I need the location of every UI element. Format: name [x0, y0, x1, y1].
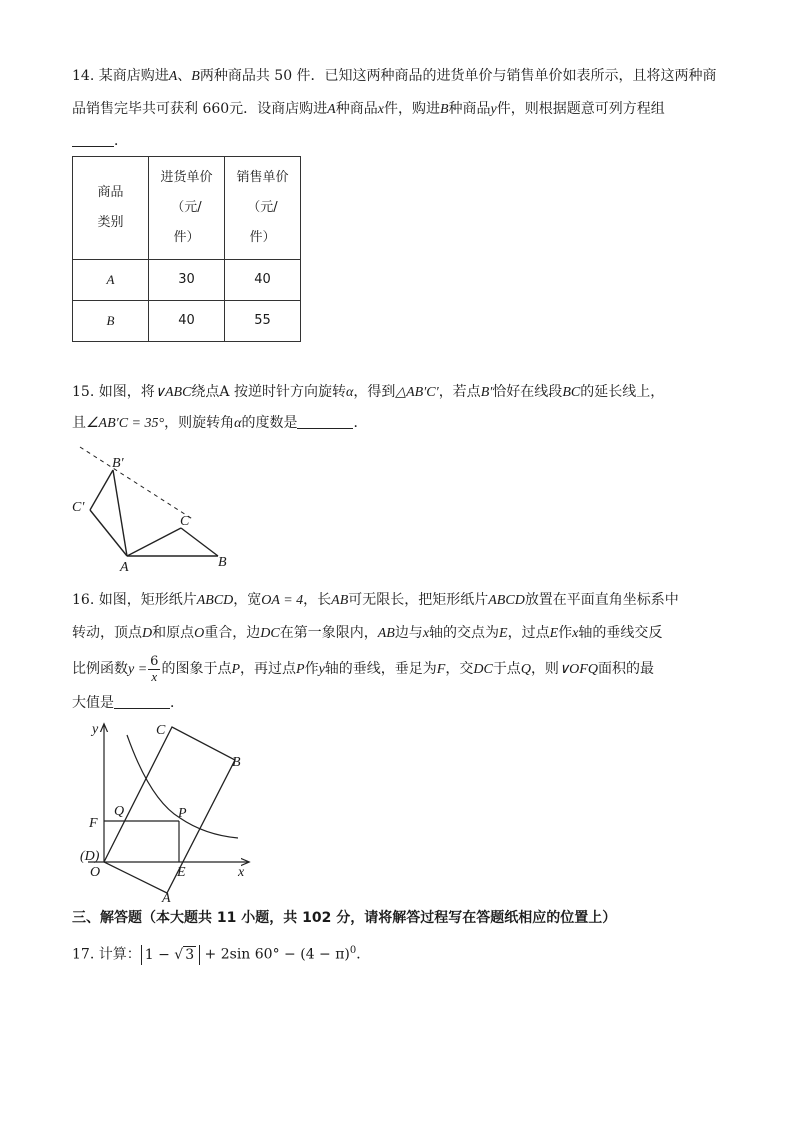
- table-cell: 40: [149, 301, 225, 342]
- label-c-prime: C′: [72, 500, 85, 515]
- q14-answer-line: ．: [72, 131, 128, 151]
- label-b: B: [218, 555, 227, 570]
- table-cell: 40: [225, 260, 301, 301]
- table-header-cell: 商品 类别: [73, 157, 149, 260]
- table-cell: 55: [225, 301, 301, 342]
- fraction-6-over-x: $\frac{6}{x}$: [150, 653, 159, 684]
- q15-line-2: 且∠AB′C = 35°，则旋转角α的度数是 ．: [72, 415, 368, 431]
- q14-line-2: 品销售完毕共可获利 660元．设商店购进A种商品x件，购进B种商品y件，则根据题意可列方程组: [72, 101, 665, 117]
- table-cell: B: [73, 301, 149, 342]
- label-b: B: [232, 755, 241, 770]
- table-header-cell: 销售单价 （元/ 件）: [225, 157, 301, 260]
- q15-line-1: 15. 如图，将∨ABC绕点A 按逆时针方向旋转α，得到△AB′C′，若点B′恰好在线段BC的延长线上，: [72, 384, 665, 400]
- table-cell: A: [73, 260, 149, 301]
- section-title: 三、解答题（本大题共 11 小题，共 102 分，请将解答过程写在答题纸相应的位置上）: [72, 910, 617, 926]
- absolute-value: 1 − √ 3: [141, 945, 200, 965]
- q16-line-2: 转动，顶点D和原点O重合，边DC在第一象限内，AB边与x轴的交点为E，过点E作x轴的垂线交反: [72, 625, 663, 641]
- label-q: Q: [114, 804, 125, 819]
- q14-line-1: 14. 某商店购进A、B两种商品共 50 件．已知这两种商品的进货单价与销售单价如表所示，且将这两种商: [72, 68, 717, 84]
- label-f: F: [89, 816, 98, 831]
- label-o: O: [90, 865, 101, 880]
- table-cell: 30: [149, 260, 225, 301]
- label-p: P: [178, 806, 187, 821]
- q16-line-3: 比例函数y = $\frac{6}{x}$ 的图象于点P，再过点P作y轴的垂线，垂足为F，交DC于点Q，则∨OFQ面积的最: [72, 653, 654, 684]
- table-header-cell: 进货单价 （元/ 件）: [149, 157, 225, 260]
- label-y: y: [92, 722, 99, 737]
- label-c: C: [180, 514, 190, 529]
- label-c: C: [156, 723, 166, 738]
- label-x: x: [238, 865, 245, 880]
- q17-line: 17. 计算： 1 − √ 3 + 2sin $60^\circ - (4 - \pi)^0$．: [72, 945, 371, 963]
- label-a: A: [120, 560, 129, 575]
- q16-line-4: 大值是 ．: [72, 695, 184, 711]
- label-b-prime: B′: [112, 456, 124, 471]
- label-a: A: [162, 891, 171, 906]
- q16-line-1: 16. 如图，矩形纸片ABCD，宽OA = 4，长AB可无限长，把矩形纸片ABCD放置在平面直角坐标系中: [72, 592, 679, 608]
- label-e: E: [177, 865, 186, 880]
- label-d: (D): [80, 849, 100, 864]
